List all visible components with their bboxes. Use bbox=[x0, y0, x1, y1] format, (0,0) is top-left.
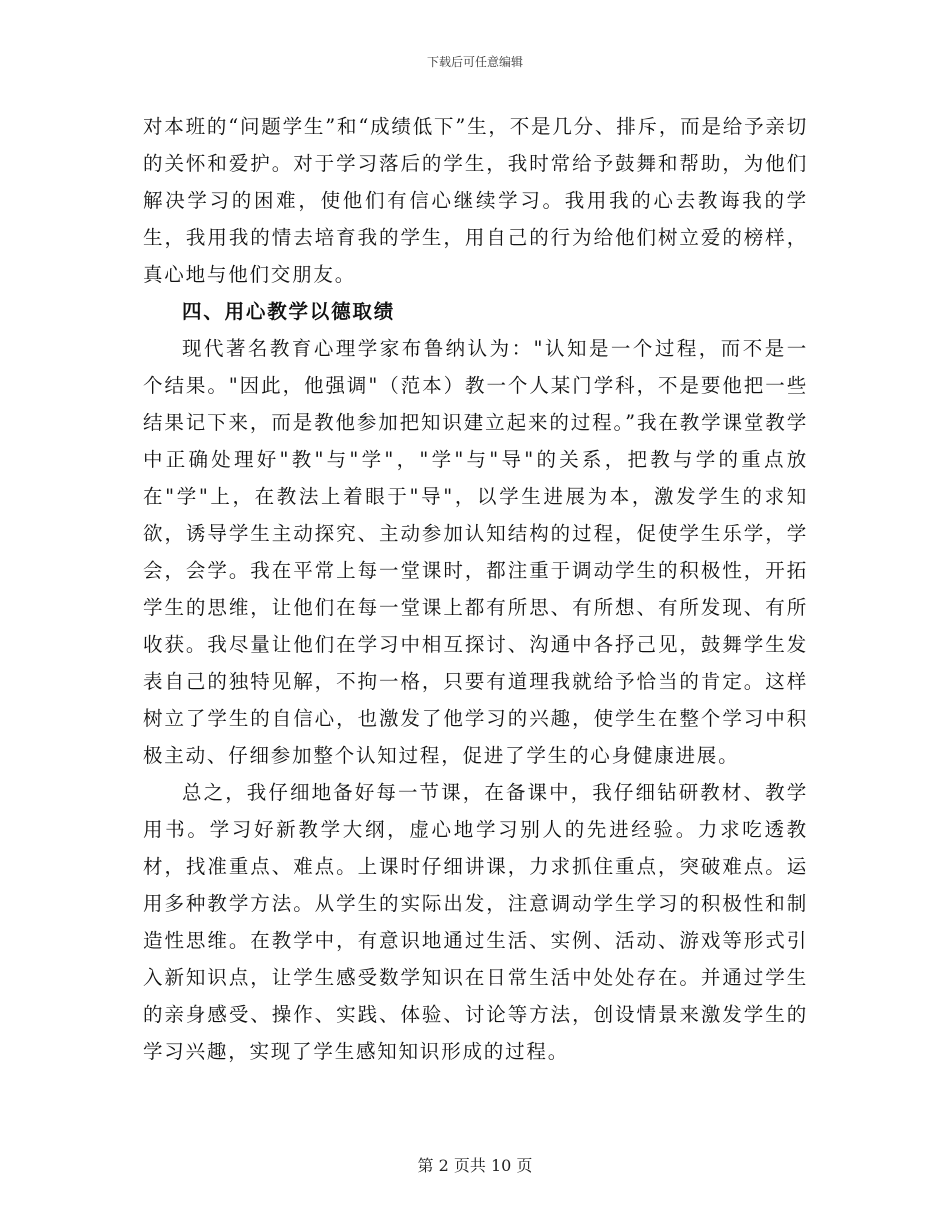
paragraph-continuation: 对本班的“问题学生”和“成绩低下”生，不是几分、排斥，而是给予亲切的关怀和爱护。对于学习落后的学生，我时常给予鼓舞和帮助，为他们解决学习的困难，使他们有信心继续学习。我用我的心去教诲我的学生，我用我的情去培育我的学生，用自己的行为给他们树立爱的榜样，真心地与他们交朋友。 bbox=[143, 115, 808, 286]
section-heading: 四、用心教学以德取绩 bbox=[182, 300, 396, 323]
paragraph-summary: 总之，我仔细地备好每一节课，在备课中，我仔细钻研教材、教学用书。学习好新教学大纲，虚心地学习别人的先进经验。力求吃透教材，找准重点、难点。上课时仔细讲课，力求抓住重点，突破难点。运用多种教学方法。从学生的实际出发，注意调动学生学习的积极性和制造性思维。在教学中，有意识地通过生活、实例、活动、游戏等形式引入新知识点，让学生感受数学知识在日常生活中处处存在。并通过学生的亲身感受、操作、实践、体验、讨论等方法，创设情景来激发学生的学习兴趣，实现了学生感知知识形成的过程。 bbox=[143, 781, 808, 1063]
page-header: 下载后可任意编辑 bbox=[426, 55, 523, 69]
page-number: 第 2 页共 10 页 bbox=[417, 1156, 533, 1175]
document-body bbox=[143, 108, 808, 1070]
paragraph-teaching-method: 现代著名教育心理学家布鲁纳认为："认知是一个过程，而不是一个结果。"因此，他强调"（范本）教一个人某门学科，不是要他把一些结果记下来，而是教他参加把知识建立起来的过程。”我在教学课堂教学中正确处理好"教"与"学"，"学"与"导"的关系，把教与学的重点放在"学"上，在教法上着眼于"导"，以学生进展为本，激发学生的求知欲，诱导学生主动探究、主动参加认知结构的过程，促使学生乐学，学会，会学。我在平常上每一堂课时，都注重于调动学生的积极性，开拓学生的思维，让他们在每一堂课上都有所思、有所想、有所发现、有所收获。我尽量让他们在学习中相互探讨、沟通中各抒己见，鼓舞学生发表自己的独特见解，不拘一格，只要有道理我就给予恰当的肯定。这样树立了学生的自信心，也激发了他学习的兴趣，使学生在整个学习中积极主动、仔细参加整个认知过程，促进了学生的心身健康进展。 bbox=[143, 337, 808, 767]
